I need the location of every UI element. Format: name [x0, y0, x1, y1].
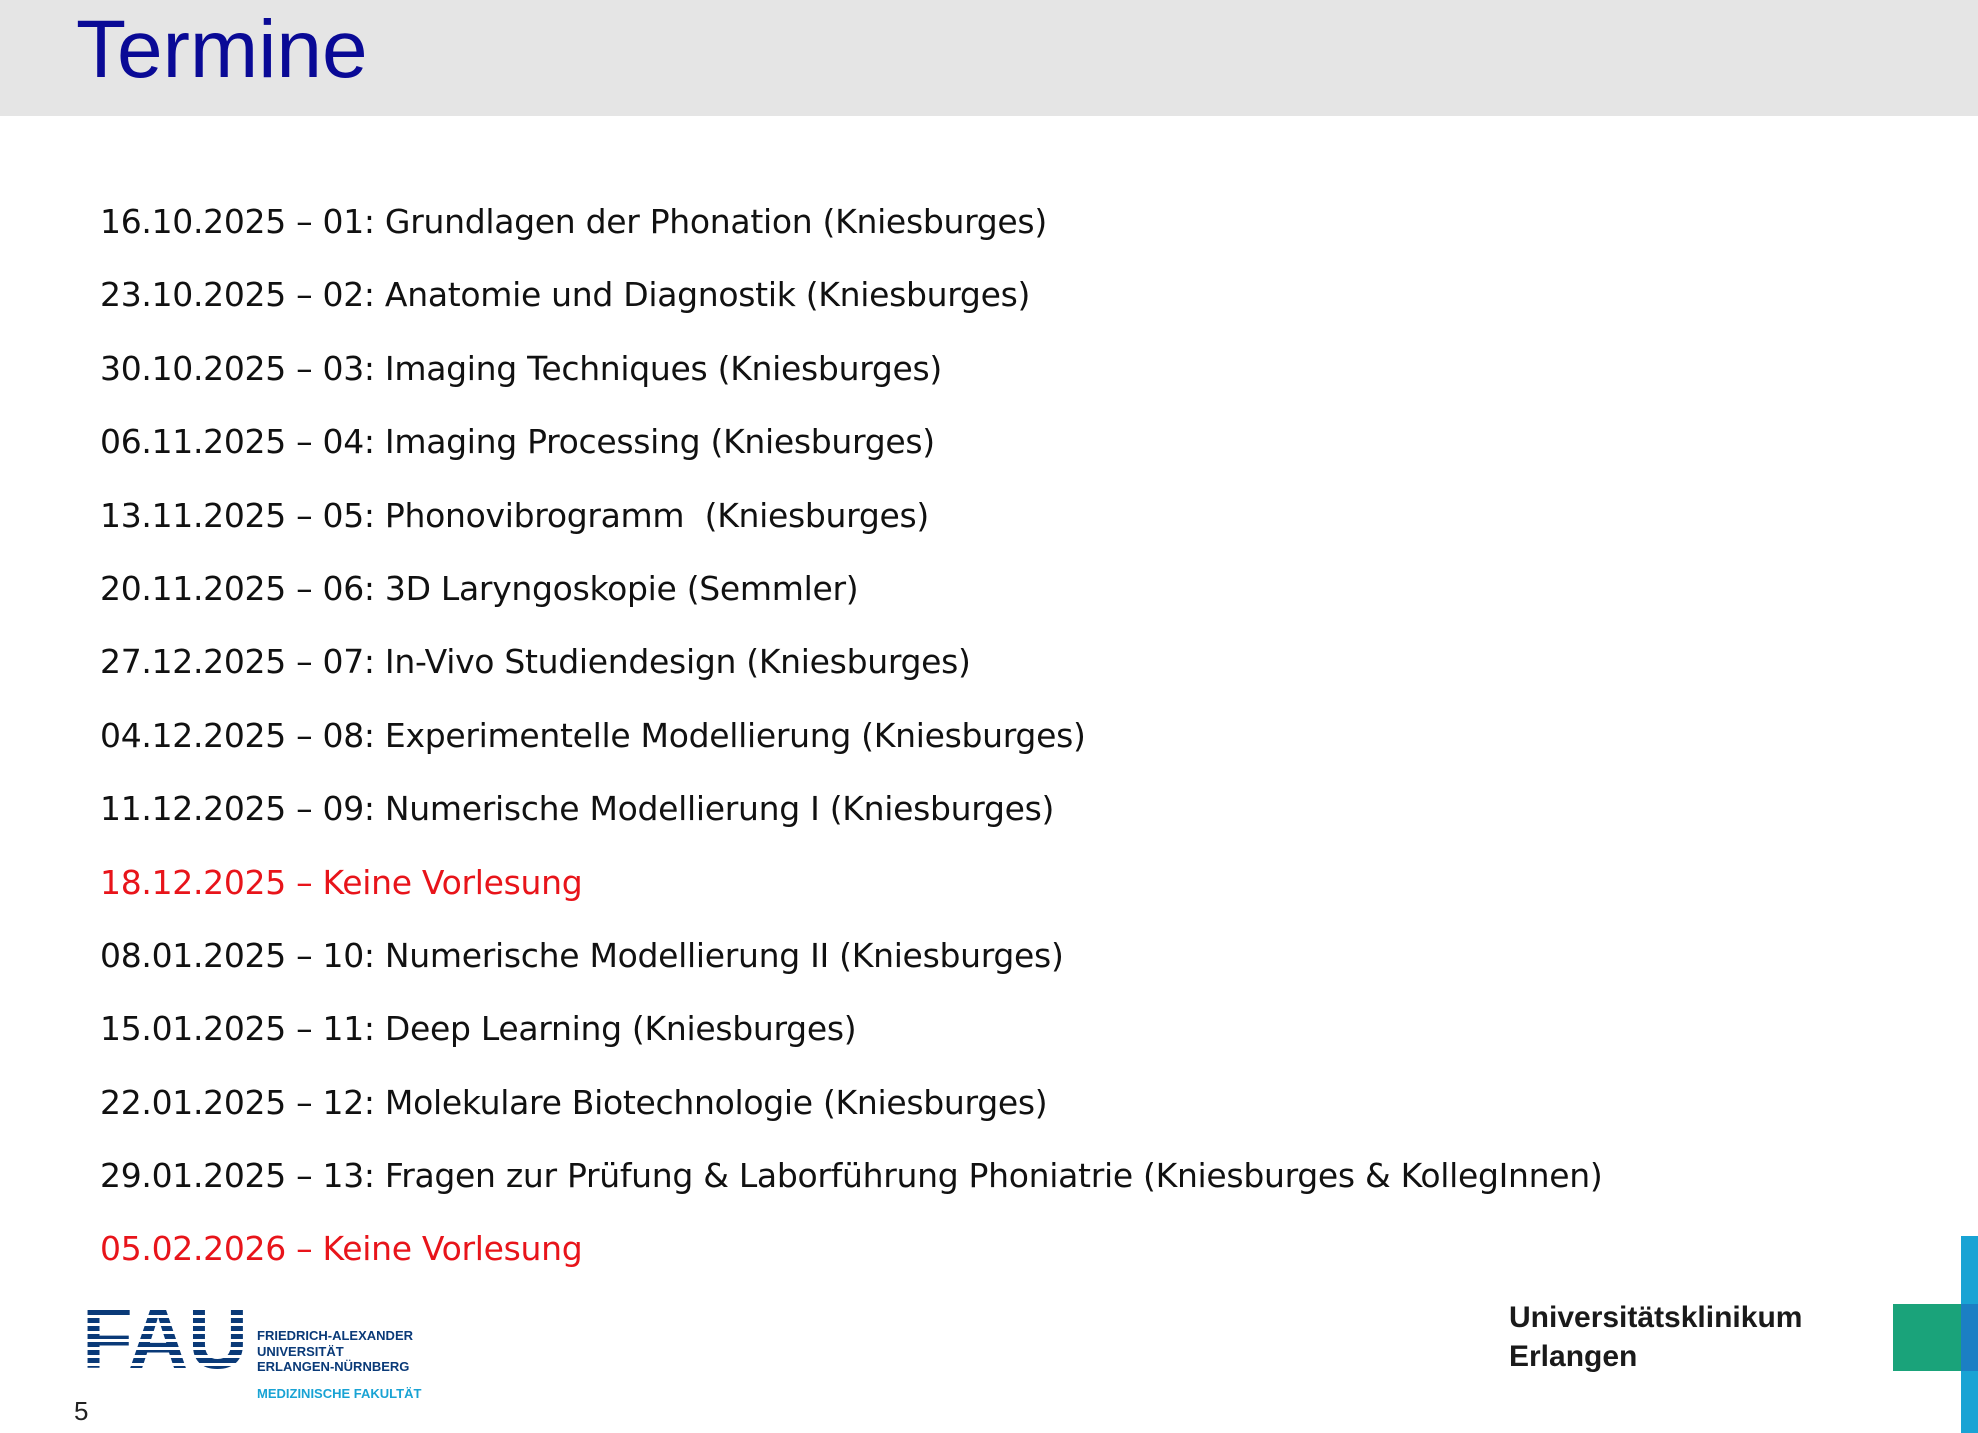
uk-line-1: Universitätsklinikum [1509, 1301, 1803, 1334]
fau-name-line: UNIVERSITÄT [257, 1343, 344, 1359]
schedule-item: 20.11.2025 – 06: 3D Laryngoskopie (Semmler) [100, 568, 859, 608]
schedule-item: 06.11.2025 – 04: Imaging Processing (Kniesburges) [100, 422, 935, 462]
slide-title: Termine [76, 4, 368, 95]
schedule-item: 29.01.2025 – 13: Fragen zur Prüfung & Laborführung Phoniatrie (Kniesburges & KollegInnen) [100, 1156, 1603, 1196]
schedule-item-cancelled: 05.02.2026 – Keine Vorlesung [100, 1229, 583, 1269]
schedule-item: 22.01.2025 – 12: Molekulare Biotechnologie (Kniesburges) [100, 1082, 1048, 1122]
fau-faculty-name: MEDIZINISCHE FAKULTÄT [257, 1386, 422, 1401]
uk-line-2: Erlangen [1509, 1340, 1638, 1373]
page-number: 5 [74, 1396, 89, 1426]
title-bar [0, 0, 1978, 116]
uk-logo-mark [1893, 1236, 1978, 1433]
schedule-list [100, 194, 1602, 1295]
fau-university-name [257, 1328, 413, 1375]
uk-erlangen-logo-text [1509, 1298, 1802, 1376]
schedule-item: 23.10.2025 – 02: Anatomie und Diagnostik (Kniesburges) [100, 275, 1031, 315]
schedule-item: 27.12.2025 – 07: In-Vivo Studiendesign (Kniesburges) [100, 642, 971, 682]
schedule-item: 04.12.2025 – 08: Experimentelle Modellierung (Kniesburges) [100, 715, 1086, 755]
schedule-item: 08.01.2025 – 10: Numerische Modellierung II (Kniesburges) [100, 935, 1064, 975]
schedule-item: 11.12.2025 – 09: Numerische Modellierung I (Kniesburges) [100, 789, 1055, 829]
schedule-item: 16.10.2025 – 01: Grundlagen der Phonation (Kniesburges) [100, 202, 1047, 241]
fau-logo-letters: FAU [82, 1302, 248, 1372]
schedule-item: 30.10.2025 – 03: Imaging Techniques (Kniesburges) [100, 348, 942, 388]
schedule-item: 13.11.2025 – 05: Phonovibrogramm (Kniesburges) [100, 495, 929, 535]
schedule-item: 15.01.2025 – 11: Deep Learning (Kniesburges) [100, 1009, 857, 1049]
fau-name-line: ERLANGEN-NÜRNBERG [257, 1359, 410, 1374]
fau-name-line: FRIEDRICH-ALEXANDER [257, 1328, 413, 1343]
schedule-item-cancelled: 18.12.2025 – Keine Vorlesung [100, 862, 583, 902]
fau-logo-mark [82, 1302, 248, 1372]
